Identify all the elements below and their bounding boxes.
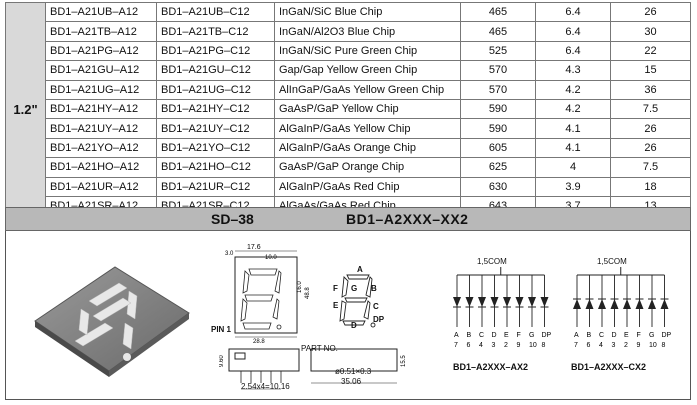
- schematic-pin-number: 10: [529, 342, 537, 349]
- luminous-intensity-cell: 18: [611, 177, 691, 196]
- schematic-pin-number: 6: [466, 342, 471, 349]
- dim-right: 10.0: [265, 255, 277, 261]
- schematic-c-caption: BD1–A2XXX–CX2: [571, 362, 647, 372]
- cathode-part-cell: BD1–A21GU–C12: [157, 61, 275, 80]
- cathode-part-cell: BD1–A21HY–C12: [157, 99, 275, 118]
- cathode-part-cell: BD1–A21TB–C12: [157, 22, 275, 41]
- dim-h1: 16.0: [297, 281, 303, 293]
- schematic-pin-number: 3: [491, 342, 496, 349]
- luminous-intensity-cell: 26: [611, 138, 691, 157]
- dim-w: 35.06: [341, 377, 362, 386]
- anode-part-cell: BD1–A21UB–A12: [46, 3, 157, 22]
- schematic-pin-number: 8: [541, 342, 546, 349]
- schematic-segment-label: A: [454, 332, 459, 339]
- wavelength-cell: 525: [461, 41, 536, 60]
- schematic-pin-number: 9: [516, 342, 521, 349]
- schematic-segment-label: C: [479, 332, 485, 339]
- spec-row: [6, 99, 691, 118]
- segment-label-dp: DP: [373, 315, 385, 324]
- cathode-part-cell: BD1–A21YO–C12: [157, 138, 275, 157]
- dim-pin: 2.54x4=10.16: [241, 382, 290, 391]
- schematic-segment-label: F: [516, 332, 521, 339]
- part-no-label: PART NO.: [301, 344, 338, 353]
- schematic-segment-label: C: [599, 332, 605, 339]
- dim-mid: ø0.51×0.3: [335, 367, 372, 376]
- anode-part-cell: BD1–A21YO–A12: [46, 138, 157, 157]
- cathode-part-cell: BD1–A21UG–C12: [157, 80, 275, 99]
- schematic-pin-number: 7: [574, 342, 578, 349]
- chip-material-cell: Gap/Gap Yellow Green Chip: [275, 61, 461, 80]
- schematic-segment-label: G: [529, 332, 535, 339]
- wavelength-cell: 570: [461, 80, 536, 99]
- anode-part-cell: BD1–A21UG–A12: [46, 80, 157, 99]
- luminous-intensity-cell: 30: [611, 22, 691, 41]
- chip-material-cell: AlGaInP/GaAs Red Chip: [275, 177, 461, 196]
- wavelength-cell: 605: [461, 138, 536, 157]
- forward-voltage-cell: 4: [536, 158, 611, 177]
- chip-material-cell: InGaN/SiC Pure Green Chip: [275, 41, 461, 60]
- schematic-segment-label: A: [574, 332, 579, 339]
- spec-table-body: [6, 3, 691, 216]
- display-photo: [27, 261, 197, 381]
- spec-row: [6, 138, 691, 157]
- cathode-part-cell: BD1–A21UY–C12: [157, 119, 275, 138]
- dim-bottom: 28.8: [253, 339, 265, 343]
- wavelength-cell: 590: [461, 99, 536, 118]
- forward-voltage-cell: 6.4: [536, 22, 611, 41]
- schematic-pin-number: 10: [649, 342, 657, 349]
- segment-label-e: E: [333, 301, 339, 310]
- cathode-part-cell: BD1–A21PG–C12: [157, 41, 275, 60]
- anode-part-cell: BD1–A21TB–A12: [46, 22, 157, 41]
- dim-h2: 48.8: [305, 287, 311, 299]
- schematic-pin-number: 7: [454, 342, 458, 349]
- wavelength-cell: 570: [461, 61, 536, 80]
- front-view-drawing: [223, 239, 315, 343]
- chip-material-cell: InGaN/SiC Blue Chip: [275, 3, 461, 22]
- forward-voltage-cell: 4.2: [536, 99, 611, 118]
- wavelength-cell: 625: [461, 158, 536, 177]
- chip-material-cell: AlInGaP/GaAs Yellow Green Chip: [275, 80, 461, 99]
- schematic-a-caption: BD1–A2XXX–AX2: [453, 362, 529, 372]
- schematic-segment-label: D: [611, 332, 617, 339]
- series-code: SD–38: [211, 211, 254, 227]
- segment-label-g: G: [351, 284, 358, 293]
- dim-top: 17.6: [247, 244, 261, 251]
- schematic-segment-label: E: [624, 332, 629, 339]
- segment-label-c: C: [373, 302, 379, 311]
- wavelength-cell: 630: [461, 177, 536, 196]
- com-label-c: 1,5COM: [597, 257, 627, 266]
- luminous-intensity-cell: 15: [611, 61, 691, 80]
- forward-voltage-cell: 4.1: [536, 119, 611, 138]
- anode-part-cell: BD1–A21PG–A12: [46, 41, 157, 60]
- luminous-intensity-cell: 22: [611, 41, 691, 60]
- anode-part-cell: BD1–A21HO–A12: [46, 158, 157, 177]
- luminous-intensity-cell: 7.5: [611, 99, 691, 118]
- cathode-part-cell: BD1–A21HO–C12: [157, 158, 275, 177]
- chip-material-cell: InGaN/Al2O3 Blue Chip: [275, 22, 461, 41]
- com-label-a: 1,5COM: [477, 257, 507, 266]
- forward-voltage-cell: 3.9: [536, 177, 611, 196]
- schematic-pin-number: 4: [479, 342, 483, 349]
- dim-r: 15.5: [401, 355, 407, 367]
- schematic-segment-label: D: [491, 332, 497, 339]
- drawings-area: [5, 231, 691, 400]
- forward-voltage-cell: 4.3: [536, 61, 611, 80]
- schematic-pin-number: 6: [586, 342, 591, 349]
- size-label: 1.2": [6, 3, 46, 216]
- schematic-pin-number: 8: [661, 342, 666, 349]
- chip-material-cell: GaAsP/GaP Yellow Chip: [275, 99, 461, 118]
- forward-voltage-cell: 4.2: [536, 80, 611, 99]
- wavelength-cell: 465: [461, 22, 536, 41]
- spec-row: [6, 80, 691, 99]
- schematic-segment-label: DP: [541, 332, 552, 339]
- schematic-common-anode: [445, 255, 557, 355]
- forward-voltage-cell: 6.4: [536, 41, 611, 60]
- schematic-segment-label: G: [649, 332, 655, 339]
- segment-label-d: D: [351, 321, 357, 330]
- spec-row: [6, 177, 691, 196]
- schematic-segment-label: DP: [661, 332, 672, 339]
- spec-row: [6, 3, 691, 22]
- segment-label-b: B: [371, 284, 377, 293]
- anode-part-cell: BD1–A21GU–A12: [46, 61, 157, 80]
- luminous-intensity-cell: 26: [611, 3, 691, 22]
- spec-row: [6, 41, 691, 60]
- schematic-segment-label: F: [636, 332, 641, 339]
- wavelength-cell: 590: [461, 119, 536, 138]
- luminous-intensity-cell: 36: [611, 80, 691, 99]
- schematic-common-cathode: [565, 255, 677, 355]
- luminous-intensity-cell: 7.5: [611, 158, 691, 177]
- wavelength-cell: 465: [461, 3, 536, 22]
- schematic-segment-label: B: [586, 332, 592, 339]
- pin-label: PIN 1: [211, 325, 232, 334]
- anode-part-cell: BD1–A21UY–A12: [46, 119, 157, 138]
- anode-part-cell: BD1–A21UR–A12: [46, 177, 157, 196]
- spec-table: [5, 2, 691, 216]
- schematic-pin-number: 2: [624, 342, 628, 349]
- chip-material-cell: AlGaInP/GaAs Yellow Chip: [275, 119, 461, 138]
- dim-left: 3.0: [225, 251, 234, 257]
- spec-row: [6, 158, 691, 177]
- schematic-pin-number: 9: [636, 342, 641, 349]
- schematic-segment-label: E: [504, 332, 509, 339]
- series-bar: [5, 207, 691, 231]
- schematic-segment-label: B: [466, 332, 472, 339]
- schematic-pin-number: 4: [599, 342, 603, 349]
- spec-row: [6, 61, 691, 80]
- spec-row: [6, 22, 691, 41]
- forward-voltage-cell: 4.1: [536, 138, 611, 157]
- schematic-pin-number: 2: [504, 342, 508, 349]
- segment-label-a: A: [357, 265, 363, 274]
- spec-row: [6, 119, 691, 138]
- series-part-number: BD1–A2XXX–XX2: [346, 211, 469, 227]
- dim-side: 9.60: [219, 355, 225, 367]
- forward-voltage-cell: 6.4: [536, 3, 611, 22]
- cathode-part-cell: BD1–A21UB–C12: [157, 3, 275, 22]
- cathode-part-cell: BD1–A21UR–C12: [157, 177, 275, 196]
- luminous-intensity-cell: 26: [611, 119, 691, 138]
- segment-label-f: F: [333, 284, 338, 293]
- chip-material-cell: GaAsP/GaP Orange Chip: [275, 158, 461, 177]
- chip-material-cell: AlGaInP/GaAs Orange Chip: [275, 138, 461, 157]
- anode-part-cell: BD1–A21HY–A12: [46, 99, 157, 118]
- schematic-pin-number: 3: [611, 342, 616, 349]
